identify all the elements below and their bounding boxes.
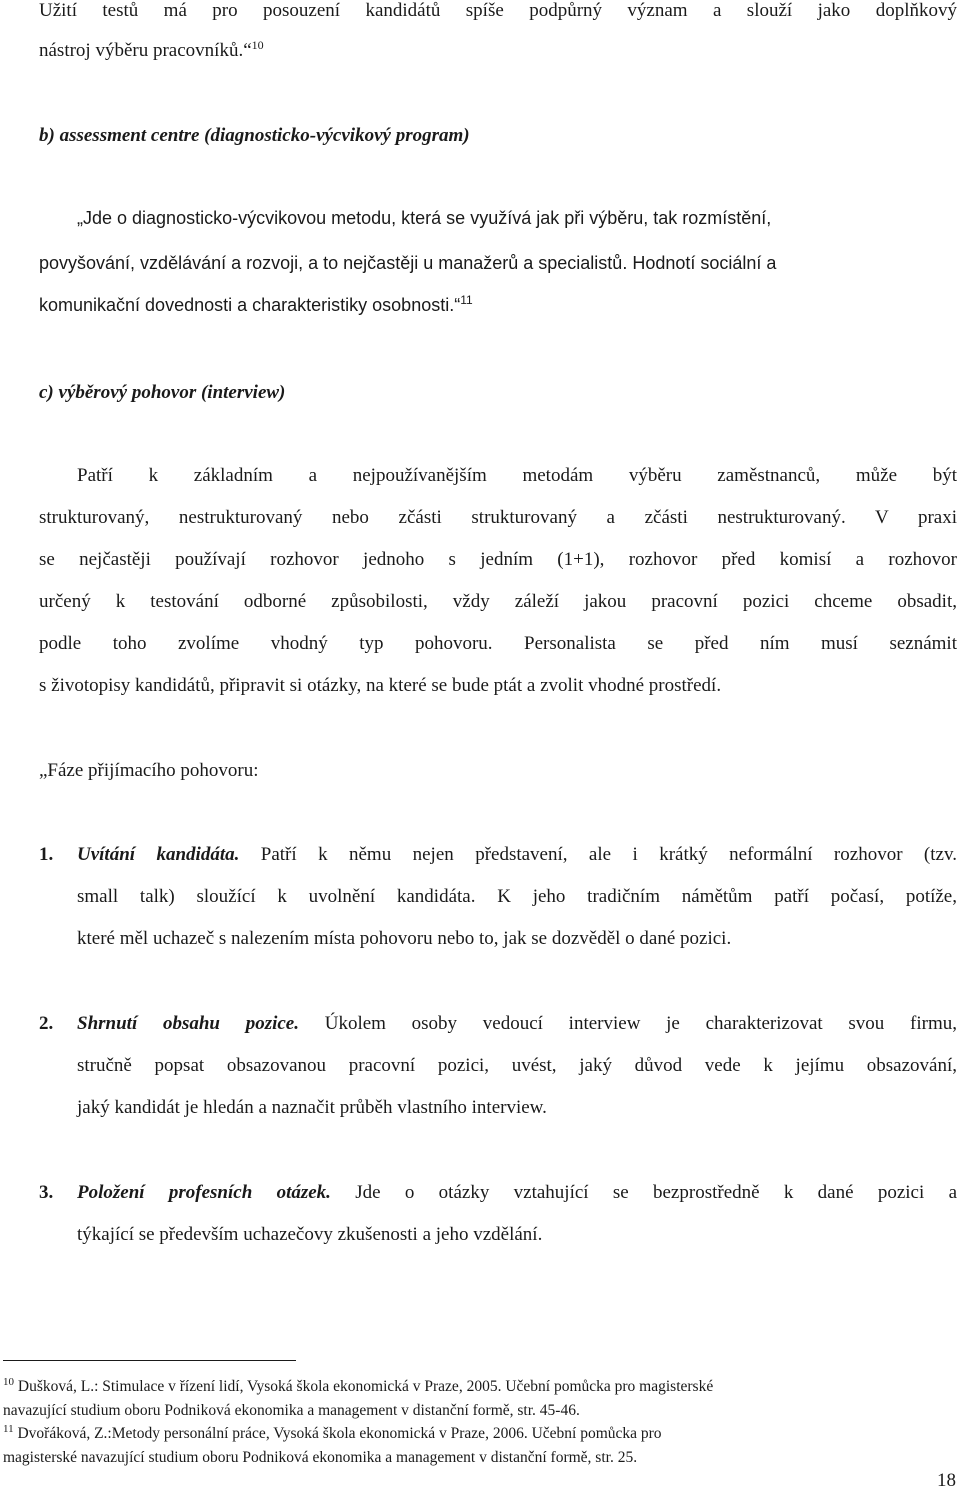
list-item-3-line-2: týkající se především uchazečovy zkušenosti a jeho vzdělání. [77, 1224, 543, 1245]
footnote-number: 11 [3, 1423, 14, 1435]
footnote-10-line-2: navazující studium oboru Podniková ekonomika a management v distanční formě, str. 45-46. [3, 1402, 580, 1419]
list-item-line-1 [77, 1013, 957, 1035]
footnote-11 [3, 1422, 943, 1470]
list-item-term: Uvítání kandidáta. [77, 844, 240, 865]
section-c-line-5: podle toho zvolíme vhodný typ pohovoru. Personalista se před ním musí seznámit [39, 633, 957, 654]
list-item-text: Úkolem osoby vedoucí interview je charakterizovat svou firmu, [299, 1013, 957, 1034]
section-b-line-1: „Jde o diagnosticko-výcvikovou metodu, která se využívá jak při výběru, tak rozmístění, [77, 208, 772, 228]
list-number: 2. [39, 1013, 54, 1034]
section-b-line-3 [39, 295, 957, 316]
footnote-11-line-1 [3, 1422, 943, 1446]
footnote-separator [3, 1360, 296, 1361]
list-item-line-1 [77, 1182, 957, 1204]
list-item-1-line-2: small talk) sloužící k uvolnění kandidáta. K jeho tradičním námětům patří počasí, potíže, [77, 886, 957, 907]
list-item-term: Shrnutí obsahu pozice. [77, 1013, 299, 1034]
list-item-1-line-3: které měl uchazeč s nalezením místa pohovoru nebo to, jak se dozvěděl o dané pozici. [77, 928, 732, 949]
section-b-heading: b) assessment centre (diagnosticko-výcvikový program) [39, 125, 470, 146]
section-b-line-2: povyšování, vzdělávání a rozvoji, a to nejčastěji u manažerů a specialistů. Hodnotí sociální a [39, 253, 777, 273]
footnote-text: Dušková, L.: Stimulace v řízení lidí, Vysoká škola ekonomická v Praze, 2005. Učební pomůcka pro magisterské [14, 1378, 714, 1395]
section-b-text: komunikační dovednosti a charakteristiky osobnosti.“ [39, 295, 461, 315]
page-number: 18 [937, 1470, 956, 1491]
list-number: 3. [39, 1182, 54, 1203]
section-c-line-4: určený k testování odborné způsobilosti, vždy záleží jakou pracovní pozici chceme obsadit, [39, 591, 957, 612]
intro-line-1: Užití testů má pro posouzení kandidátů spíše podpůrný význam a slouží jako doplňkový [39, 0, 957, 21]
intro-line-2 [39, 40, 957, 62]
list-item-2-line-3: jaký kandidát je hledán a naznačit průběh vlastního interview. [77, 1097, 547, 1118]
list-item-text: Patří k němu nejen představení, ale i krátký neformální rozhovor (tzv. [239, 844, 957, 865]
footnote-number: 10 [3, 1376, 14, 1388]
section-c-line-2: strukturovaný, nestrukturovaný nebo zčásti strukturovaný a zčásti nestrukturovaný. V praxi [39, 507, 957, 528]
list-number: 1. [39, 844, 54, 865]
list-item-line-1 [77, 844, 957, 866]
section-c-line-3: se nejčastěji používají rozhovor jednoho s jedním (1+1), rozhovor před komisí a rozhovor [39, 549, 957, 570]
footnote-text: Dvořáková, Z.:Metody personální práce, Vysoká škola ekonomická v Praze, 2006. Učební pomůcka pro [13, 1425, 662, 1442]
footnote-11-line-2: magisterské navazující studium oboru Podniková ekonomika a management v distanční formě, str. 25. [3, 1449, 638, 1466]
footnote-10 [3, 1375, 943, 1423]
footnote-10-line-1 [3, 1375, 943, 1399]
section-c-line-1: Patří k základním a nejpoužívanějším metodám výběru zaměstnanců, může být [77, 465, 957, 486]
list-item-text: Jde o otázky vztahující se bezprostředně k dané pozici a [330, 1182, 958, 1203]
list-item-term: Položení profesních otázek. [77, 1182, 331, 1203]
footnote-ref-11: 11 [460, 293, 473, 307]
section-c-heading: c) výběrový pohovor (interview) [39, 382, 286, 403]
phases-title: „Fáze přijímacího pohovoru: [39, 760, 259, 781]
section-c-line-6: s životopisy kandidátů, připravit si otázky, na které se bude ptát a zvolit vhodné prostředí. [39, 675, 722, 696]
intro-text: nástroj výběru pracovníků.“ [39, 40, 252, 61]
list-item-2-line-2: stručně popsat obsazovanou pracovní pozici, uvést, jaký důvod vede k jejímu obsazování, [77, 1055, 957, 1076]
footnote-ref-10: 10 [251, 38, 264, 52]
